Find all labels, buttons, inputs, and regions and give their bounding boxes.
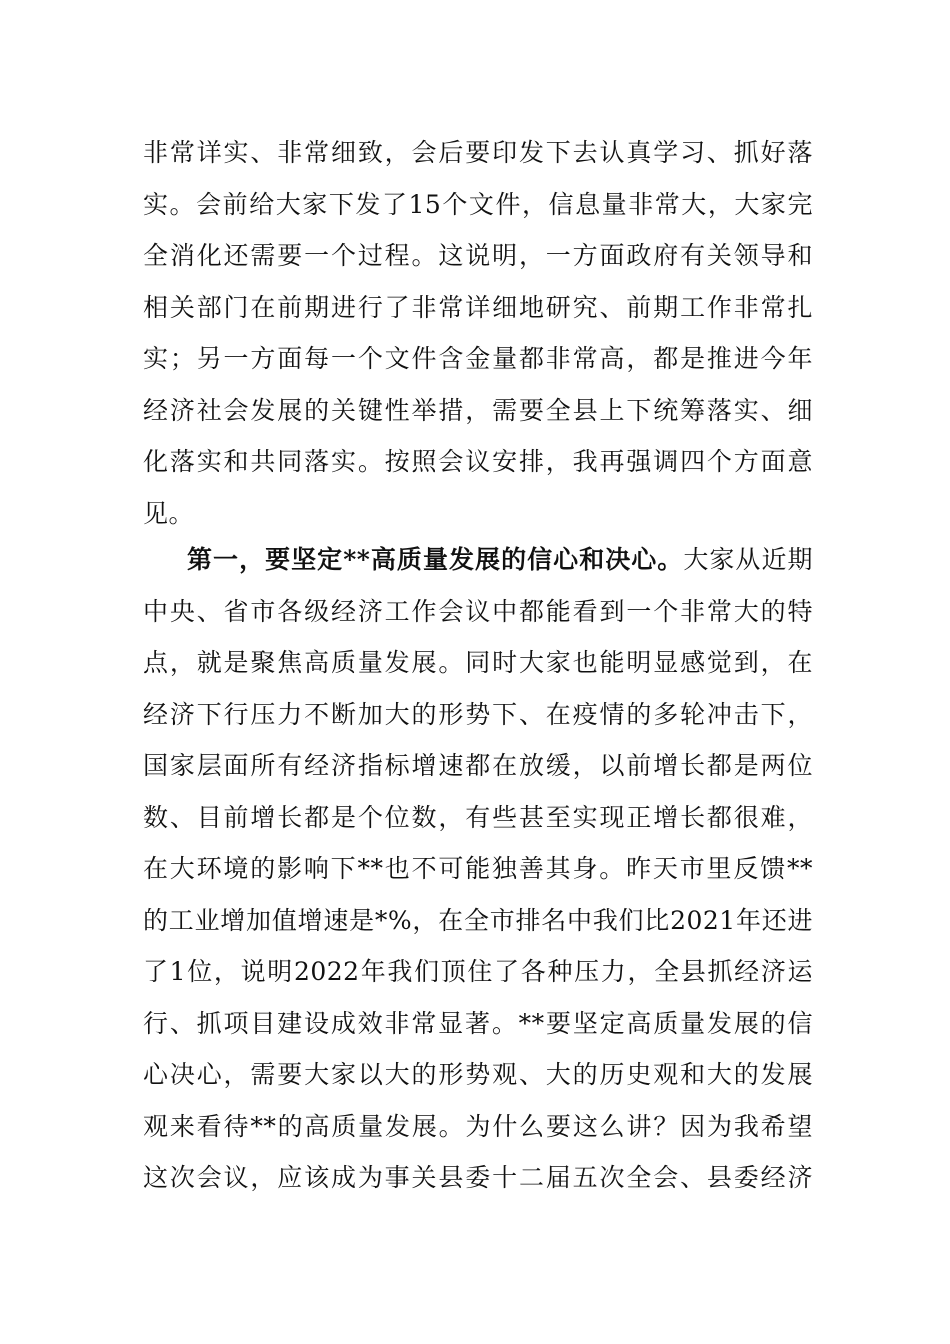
paragraph-first-line xyxy=(143,534,813,586)
text-line: 了1位，说明2022年我们顶住了各种压力，全县抓经济运 xyxy=(143,957,813,986)
text-line: 经济下行压力不断加大的形势下、在疫情的多轮冲击下， xyxy=(143,699,813,729)
paragraph-2 xyxy=(143,534,813,1204)
text-line: 非常详实、非常细致，会后要印发下去认真学习、抓好落 xyxy=(143,138,813,167)
text-line: 经济社会发展的关键性举措，需要全县上下统筹落实、细 xyxy=(143,395,813,425)
heading-line-rest: 大家从近期 xyxy=(683,545,813,574)
text-line: 全消化还需要一个过程。这说明，一方面政府有关领导和 xyxy=(143,241,813,270)
text-line: 中央、省市各级经济工作会议中都能看到一个非常大的特 xyxy=(143,596,813,626)
text-line: 心决心，需要大家以大的形势观、大的历史观和大的发展 xyxy=(143,1060,813,1089)
text-line: 实；另一方面每一个文件含金量都非常高，都是推进今年 xyxy=(143,344,813,373)
text-line: 实。会前给大家下发了15个文件，信息量非常大，大家完 xyxy=(143,189,813,219)
text-line: 这次会议，应该成为事关县委十二届五次全会、县委经济 xyxy=(143,1163,813,1192)
paragraph-1 xyxy=(143,127,813,539)
text-line: 观来看待**的高质量发展。为什么要这么讲？因为我希望 xyxy=(143,1111,813,1141)
text-line: 数、目前增长都是个位数，有些甚至实现正增长都很难， xyxy=(143,802,813,832)
text-line: 在大环境的影响下**也不可能独善其身。昨天市里反馈** xyxy=(143,854,813,883)
text-line: 行、抓项目建设成效非常显著。**要坚定高质量发展的信 xyxy=(143,1008,813,1038)
text-line: 国家层面所有经济指标增速都在放缓，以前增长都是两位 xyxy=(143,751,813,780)
text-line: 点，就是聚焦高质量发展。同时大家也能明显感觉到，在 xyxy=(143,648,813,677)
text-line: 见。 xyxy=(143,498,195,528)
text-line: 化落实和共同落实。按照会议安排，我再强调四个方面意 xyxy=(143,447,813,476)
text-line: 相关部门在前期进行了非常详细地研究、前期工作非常扎 xyxy=(143,292,813,322)
text-line: 的工业增加值增速是*%，在全市排名中我们比2021年还进 xyxy=(143,905,813,935)
section-heading: 第一，要坚定**高质量发展的信心和决心。 xyxy=(187,545,684,574)
